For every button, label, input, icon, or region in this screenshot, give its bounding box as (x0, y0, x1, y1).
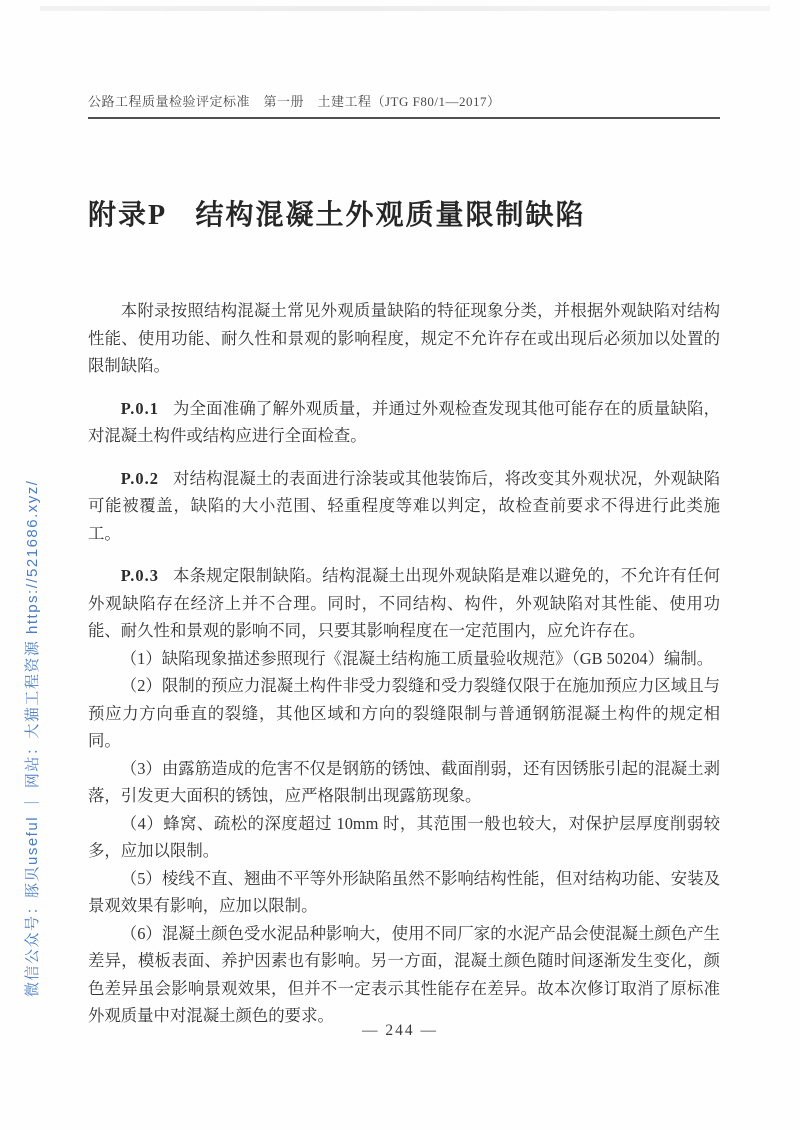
note-item-1 (88, 645, 720, 673)
body-text (88, 297, 720, 1030)
note-text: 由露筋造成的危害不仅是钢筋的锈蚀、截面削弱，还有因锈胀引起的混凝土剥落，引发更大面积的锈蚀，应严格限制出现露筋现象。 (88, 758, 720, 805)
note-number: （2） (120, 676, 162, 695)
clause-number: P.0.3 (120, 566, 159, 585)
note-number: （6） (120, 923, 162, 943)
running-header: 公路工程质量检验评定标准 第一册 土建工程（JTG F80/1—2017） (88, 94, 501, 109)
note-item-2 (88, 672, 720, 755)
watermark-text: 微信公众号：豚贝useful ｜ 网站：大猫工程资源 https://521686.xyz/ (24, 479, 41, 997)
note-text: 棱线不直、翘曲不平等外形缺陷虽然不影响结构性能，但对结构功能、安装及景观效果有影响，应加以限制。 (88, 868, 720, 915)
clause-text: 为全面准确了解外观质量，并通过外观检查发现其他可能存在的质量缺陷，对混凝土构件或结构应进行全面检查。 (88, 398, 720, 445)
note-item-6 (88, 920, 720, 1030)
note-number: （4） (120, 813, 164, 833)
clause-p02 (88, 465, 720, 548)
clause-text: 对结构混凝土的表面进行涂装或其他装饰后，将改变其外观状况，外观缺陷可能被覆盖，缺陷的大小范围、轻重程度等难以判定，故检查前要求不得进行此类施工。 (88, 468, 720, 543)
note-item-3 (88, 755, 720, 810)
clause-p03 (88, 562, 720, 645)
clause-text: 本条规定限制缺陷。结构混凝土出现外观缺陷是难以避免的，不允许有任何外观缺陷存在经济上并不合理。同时，不同结构、构件，外观缺陷对其性能、使用功能、耐久性和景观的影响不同，只要其影响程度在一定范围内，应允许存在。 (88, 566, 720, 640)
clause-number: P.0.1 (120, 398, 159, 418)
note-text: 蜂窝、疏松的深度超过 10mm 时，其范围一般也较大，对保护层厚度削弱较多，应加以限制。 (88, 813, 720, 860)
clause-number: P.0.2 (120, 468, 159, 488)
intro-paragraph: 本附录按照结构混凝土常见外观质量缺陷的特征现象分类，并根据外观缺陷对结构性能、使用功能、耐久性和景观的影响程度，规定不允许存在或出现后必须加以处置的限制缺陷。 (88, 301, 720, 375)
note-text: 混凝土颜色受水泥品种影响大，使用不同厂家的水泥产品会使混凝土颜色产生差异，模板表面、养护因素也有影响。另一方面，混凝土颜色随时间逐渐发生变化，颜色差异虽会影响景观效果，但并不一定表示其性能存在差异。故本次修订取消了原标准外观质量中对混凝土颜色的要求。 (88, 923, 720, 1025)
note-number: （3） (120, 758, 162, 778)
note-number: （5） (120, 868, 162, 888)
page-title: 附录P 结构混凝土外观质量限制缺陷 (88, 200, 586, 231)
clause-p01 (88, 395, 720, 450)
note-item-5 (88, 865, 720, 920)
header-rule (88, 117, 720, 119)
page-number: — 244 — (362, 1022, 438, 1039)
note-text: 限制的预应力混凝土构件非受力裂缝和受力裂缝仅限于在施加预应力区域且与预应力方向垂直的裂缝，其他区域和方向的裂缝限制与普通钢筋混凝土构件的规定相同。 (88, 676, 720, 750)
note-item-4 (88, 810, 720, 865)
note-number: （1） (120, 648, 162, 668)
document-page (88, 0, 720, 1030)
note-text: 缺陷现象描述参照现行《混凝土结构施工质量验收规范》（GB 50204）编制。 (161, 648, 714, 668)
